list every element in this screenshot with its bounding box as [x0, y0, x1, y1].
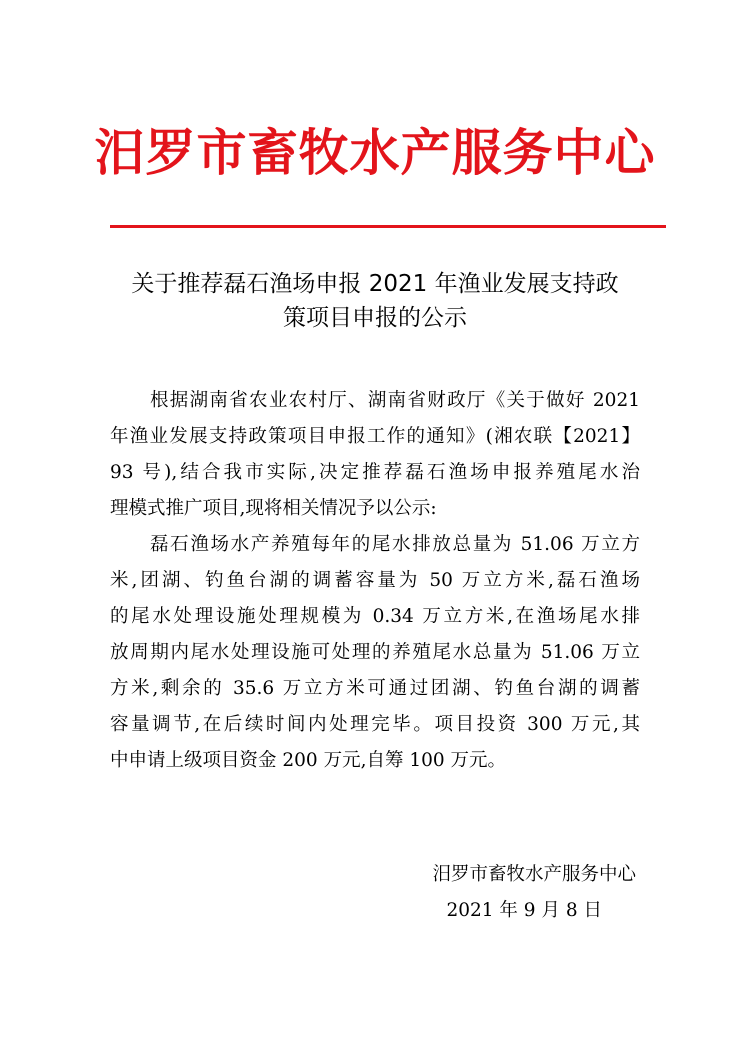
paragraph-line: 根据湖南省农业农村厅、湖南省财政厅《关于做好 2021	[150, 390, 640, 411]
document-body	[110, 383, 640, 779]
paragraph-line: 年渔业发展支持政策项目申报工作的通知》(湘农联【2021】	[110, 426, 640, 447]
document-title-line-2: 策项目申报的公示	[283, 305, 467, 331]
paragraph-line: 磊石渔场水产养殖每年的尾水排放总量为 51.06 万立方	[150, 534, 640, 555]
document-title	[110, 267, 640, 335]
organization-header: 汨罗市畜牧水产服务中心	[94, 123, 656, 182]
paragraph-2	[110, 527, 640, 779]
paragraph-line: 理模式推广项目,现将相关情况予以公示:	[110, 498, 437, 519]
paragraph-line: 的尾水处理设施处理规模为 0.34 万立方米,在渔场尾水排	[110, 606, 640, 627]
paragraph-line: 容量调节,在后续时间内处理完毕。项目投资 300 万元,其	[110, 714, 640, 735]
document-title-line-1: 关于推荐磊石渔场申报 2021 年渔业发展支持政	[131, 271, 619, 297]
paragraph-line: 方米,剩余的 35.6 万立方米可通过团湖、钓鱼台湖的调蓄	[110, 678, 640, 699]
paragraph-1	[110, 383, 640, 527]
paragraph-line: 放周期内尾水处理设施可处理的养殖尾水总量为 51.06 万立	[110, 642, 640, 663]
header-divider	[110, 225, 666, 228]
signature-organization: 汨罗市畜牧水产服务中心	[432, 864, 636, 885]
paragraph-line: 93 号),结合我市实际,决定推荐磊石渔场申报养殖尾水治	[110, 462, 640, 483]
signature-date: 2021 年 9 月 8 日	[446, 900, 602, 921]
signature-block	[390, 857, 650, 929]
paragraph-line: 中申请上级项目资金 200 万元,自筹 100 万元。	[110, 750, 507, 771]
paragraph-line: 米,团湖、钓鱼台湖的调蓄容量为 50 万立方米,磊石渔场	[110, 570, 640, 591]
